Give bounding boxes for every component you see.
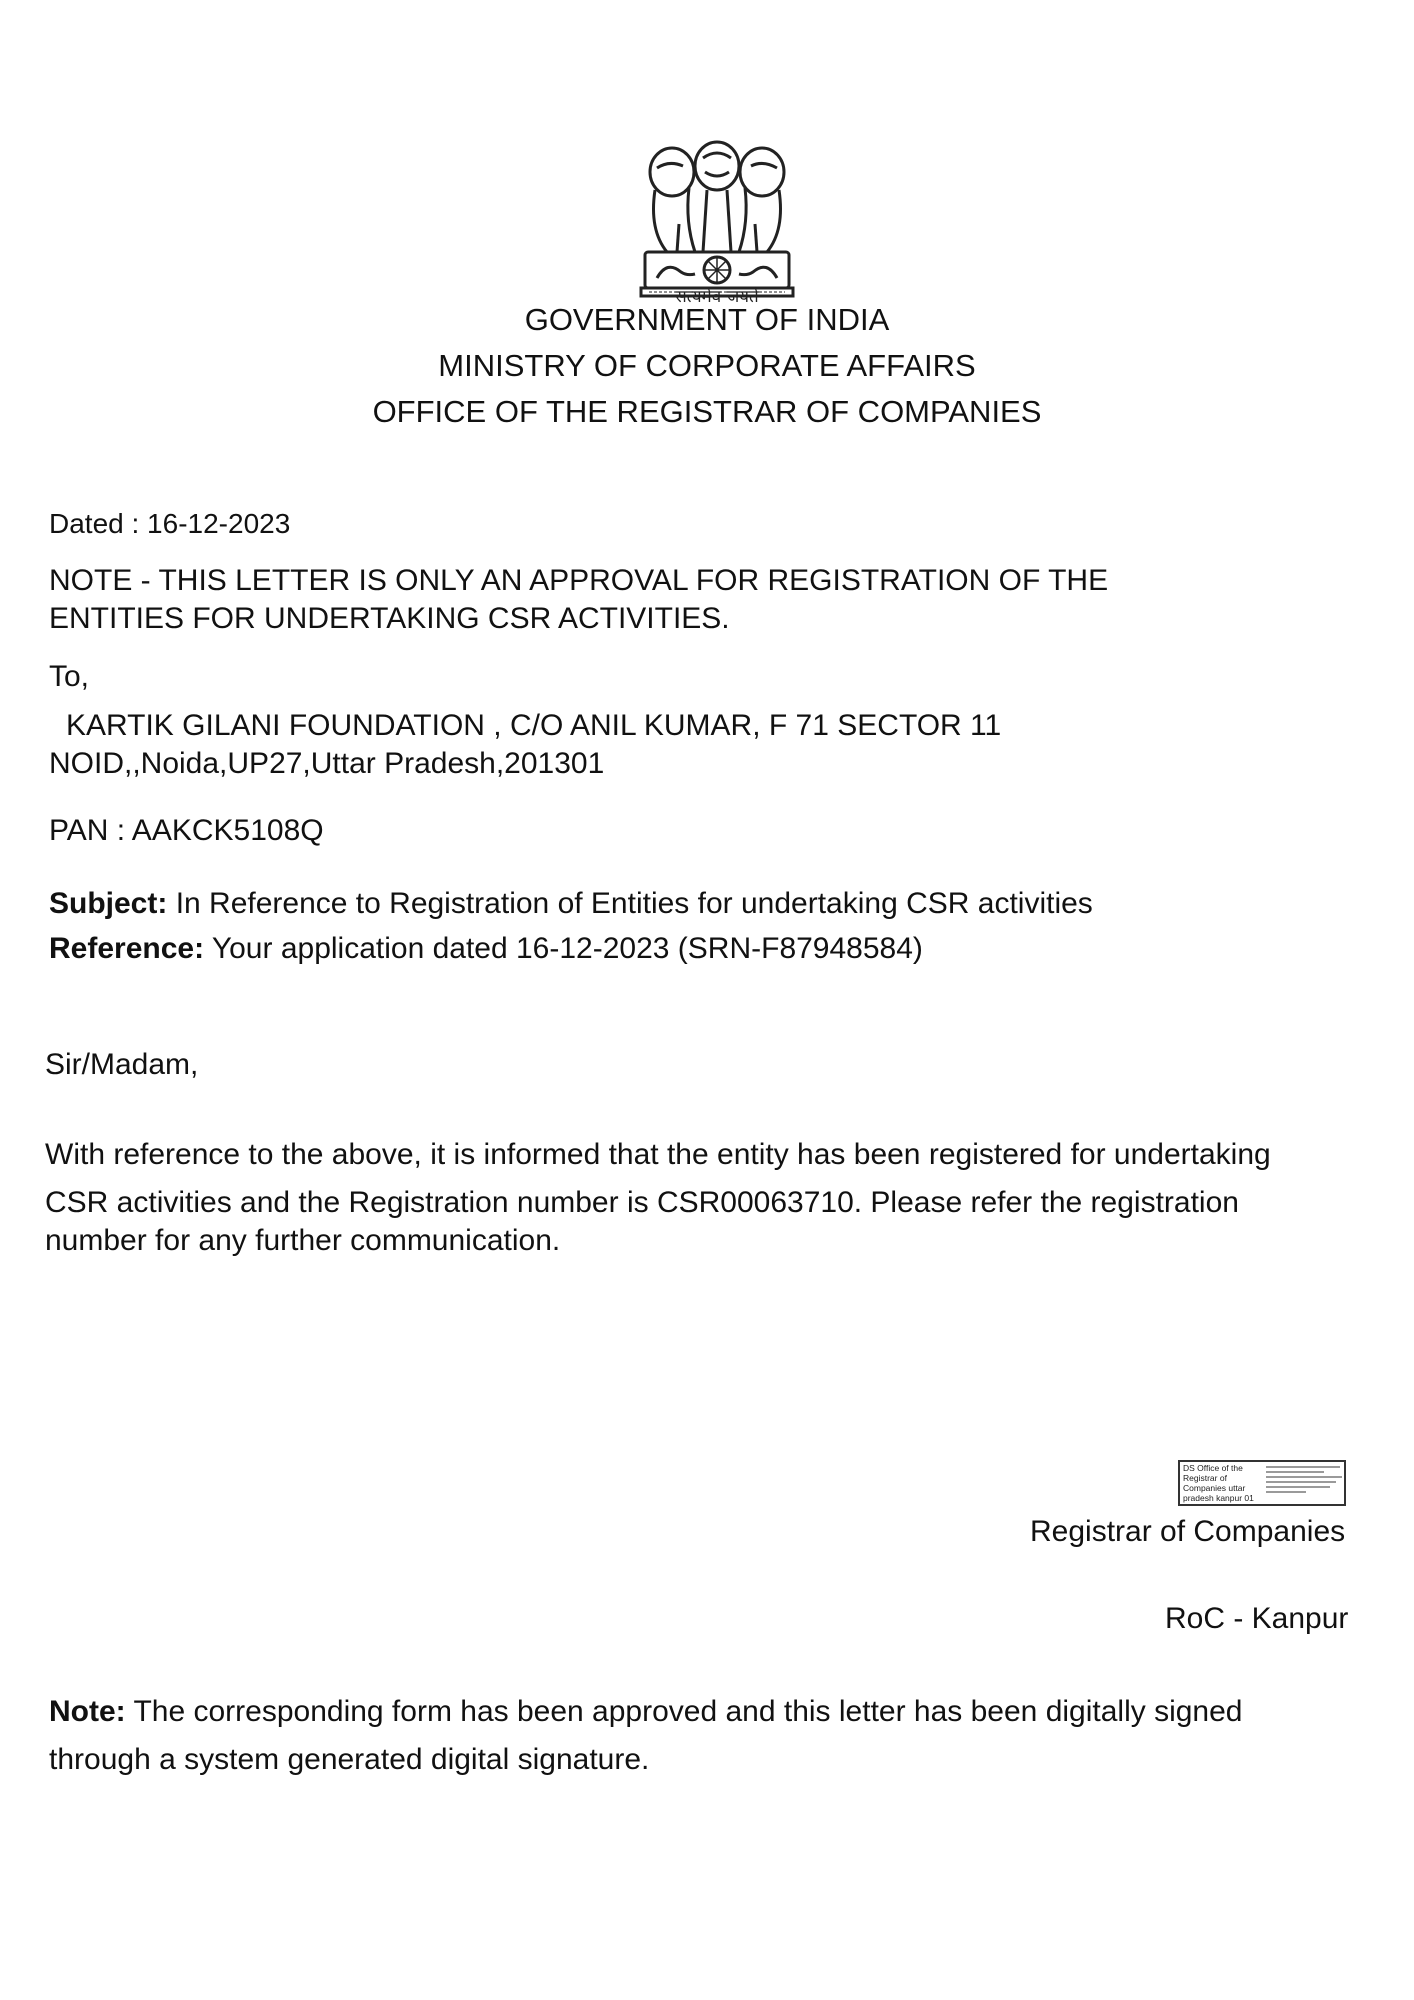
body-line2: CSR activities and the Registration number is CSR00063710. Please refer the registration [45, 1186, 1239, 1219]
body-line1: With reference to the above, it is informed that the entity has been registered for undertaking [45, 1138, 1271, 1171]
reference-line [49, 930, 923, 968]
approval-note-line1: NOTE - THIS LETTER IS ONLY AN APPROVAL FOR REGISTRATION OF THE [49, 564, 1109, 597]
approval-note-line2: ENTITIES FOR UNDERTAKING CSR ACTIVITIES. [49, 602, 730, 635]
header-office: OFFICE OF THE REGISTRAR OF COMPANIES [372, 394, 1042, 429]
salutation: Sir/Madam, [45, 1048, 199, 1081]
header-ministry: MINISTRY OF CORPORATE AFFAIRS [438, 348, 976, 383]
footer-note-text: The corresponding form has been approved and this letter has been digitally signed [125, 1695, 1243, 1728]
address-line2: NOID,,Noida,UP27,Uttar Pradesh,201301 [49, 747, 605, 780]
reference-label: Reference: [49, 932, 205, 965]
body-line3: number for any further communication. [45, 1224, 561, 1257]
subject-line [49, 885, 1093, 923]
date-line: Dated : 16-12-2023 [49, 508, 291, 539]
signature-details-lines [1266, 1466, 1344, 1496]
subject-text: In Reference to Registration of Entities for undertaking CSR activities [167, 887, 1093, 920]
emblem-motto: सत्यमेव जयते [675, 287, 759, 307]
subject-label: Subject: [49, 887, 168, 920]
footer-note-label: Note: [49, 1695, 126, 1728]
signature-text: DS Office of the Registrar of Companies uttar pradesh kanpur 01 [1183, 1463, 1254, 1503]
state-emblem-icon [627, 128, 807, 306]
digital-signature-box [1178, 1460, 1346, 1506]
footer-note-line2: through a system generated digital signature. [49, 1743, 650, 1776]
header-government: GOVERNMENT OF INDIA [524, 302, 890, 337]
footer-note-line1 [49, 1693, 1242, 1731]
reference-text: Your application dated 16-12-2023 (SRN-F87948584) [204, 932, 923, 965]
pan-number: PAN : AAKCK5108Q [49, 814, 324, 847]
address-line1: KARTIK GILANI FOUNDATION , C/O ANIL KUMAR, F 71 SECTOR 11 [66, 709, 1002, 742]
to-label: To, [49, 660, 90, 693]
signatory-title: Registrar of Companies [1030, 1515, 1346, 1548]
signatory-office: RoC - Kanpur [1165, 1602, 1349, 1635]
